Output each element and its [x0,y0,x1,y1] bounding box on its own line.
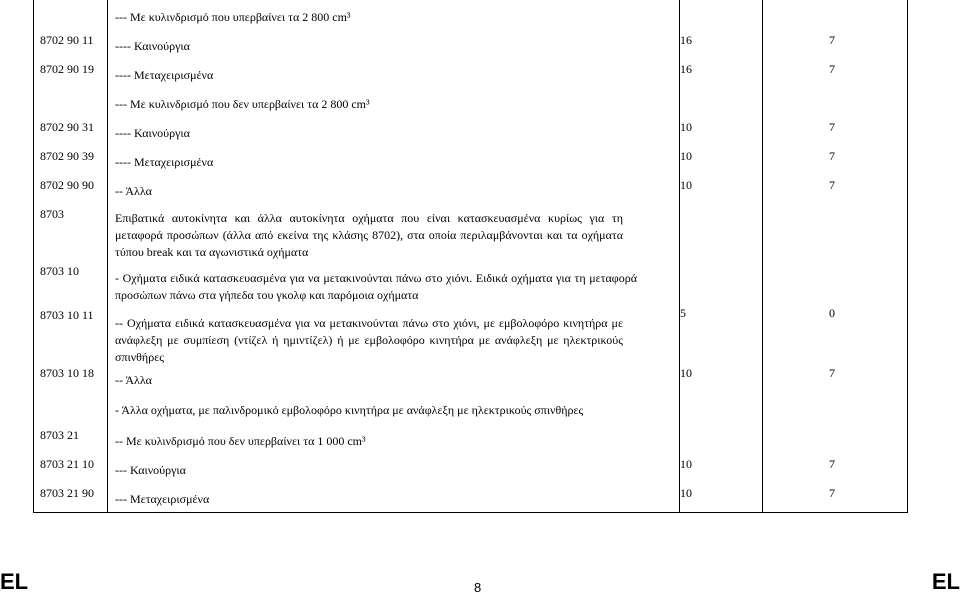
duty-rate-cell: 10 [680,366,692,380]
rate-cells [680,306,835,321]
rate-cells [680,366,835,381]
rate-cells [680,149,835,164]
table-left-border [33,0,34,512]
vat-rate-cell: 7 [829,149,835,163]
description-cell: ---- Μεταχειρισμένα [115,155,214,169]
cn-code-cell: 8703 21 [40,428,79,442]
duty-rate-cell: 10 [680,457,692,471]
description-cell: ---- Καινούργια [115,126,190,140]
description-cell: ---- Καινούργια [115,39,190,53]
cn-code-cell: 8703 [40,207,64,221]
vat-rate-cell: 7 [829,486,835,500]
duty-rate-cell: 10 [680,149,692,163]
rate-cells [680,33,835,48]
table-bottom-border [33,512,908,513]
cn-code-cell: 8702 90 39 [40,149,94,163]
description-cell: --- Καινούργια [115,463,186,477]
page-number: 8 [474,580,482,595]
vat-rate-cell: 7 [829,457,835,471]
duty-rate-cell: 10 [680,178,692,192]
description-cell: -- Με κυλινδρισμό που δεν υπερβαίνει τα 1 000 cm³ [115,434,366,448]
vat-rate-cell: 7 [829,366,835,380]
description-cell: Επιβατικά αυτοκίνητα και άλλα αυτοκίνητα οχήματα που είναι κατασκευασμένα κυρίως για τη μεταφορά προσώπων (άλλα από εκείνα της κλάσης 8702), στα οποία περιλαμβάνονται και τα οχήματα τύπου break και τα αγωνιστικά οχήματα [115,211,623,259]
duty-rate-cell: 10 [680,486,692,500]
cn-code-cell: 8703 10 11 [40,308,94,322]
cn-code-cell: 8702 90 31 [40,120,94,134]
rate-cells [680,178,835,193]
cn-code-cell: 8702 90 19 [40,62,94,76]
cn-code-cell: 8703 21 90 [40,486,94,500]
language-code-right: EL [931,569,960,594]
vat-rate-cell: 7 [829,178,835,192]
description-cell: -- Άλλα [115,373,152,387]
description-cell: -- Οχήματα ειδικά κατασκευασμένα για να μετακινούνται πάνω στο χιόνι, με εμβολοφόρο κινητήρα με ανάφλεξη με συμπίεση (ντίζελ ή ημιντίζελ) ή με εμβολοφόρο κινητήρα με ανάφλεξη με ηλεκτρικούς σπινθήρες [115,316,623,364]
description-cell: -- Άλλα [115,184,152,198]
vat-rate-cell: 7 [829,33,835,47]
rate-cells [680,457,835,472]
cn-code-cell: 8702 90 90 [40,178,94,192]
description-cell: --- Μεταχειρισμένα [115,492,210,506]
description-cell: - Οχήματα ειδικά κατασκευασμένα για να μετακινούνται πάνω στο χιόνι. Ειδικά οχήματα για τη μεταφορά προσώπων πάνω στα γήπεδα του γκολφ και παρόμοια οχήματα [115,271,637,302]
cn-code-cell: 8703 21 10 [40,457,94,471]
rate-cells [680,62,835,77]
table-right-border [907,0,908,512]
description-cell: - Άλλα οχήματα, με παλινδρομικό εμβολοφόρο κινητήρα με ανάφλεξη με ηλεκτρικούς σπινθήρες [115,403,584,417]
duty-rate-cell: 16 [680,33,692,47]
language-code-left: EL [0,569,29,594]
description-cell: --- Με κυλινδρισμό που υπερβαίνει τα 2 800 cm³ [115,10,351,24]
vat-rate-cell: 0 [829,306,835,320]
cn-code-cell: 8703 10 [40,264,79,278]
duty-rate-cell: 5 [680,306,686,320]
vat-rate-cell: 7 [829,62,835,76]
table-column-divider [107,0,108,512]
description-cell: ---- Μεταχειρισμένα [115,68,214,82]
vat-rate-cell: 7 [829,120,835,134]
rate-cells [680,486,835,501]
cn-code-cell: 8703 10 18 [40,366,94,380]
duty-rate-cell: 10 [680,120,692,134]
description-cell: --- Με κυλινδρισμό που δεν υπερβαίνει τα 2 800 cm³ [115,97,370,111]
duty-rate-cell: 16 [680,62,692,76]
rate-cells [680,120,835,135]
cn-code-cell: 8702 90 11 [40,33,94,47]
